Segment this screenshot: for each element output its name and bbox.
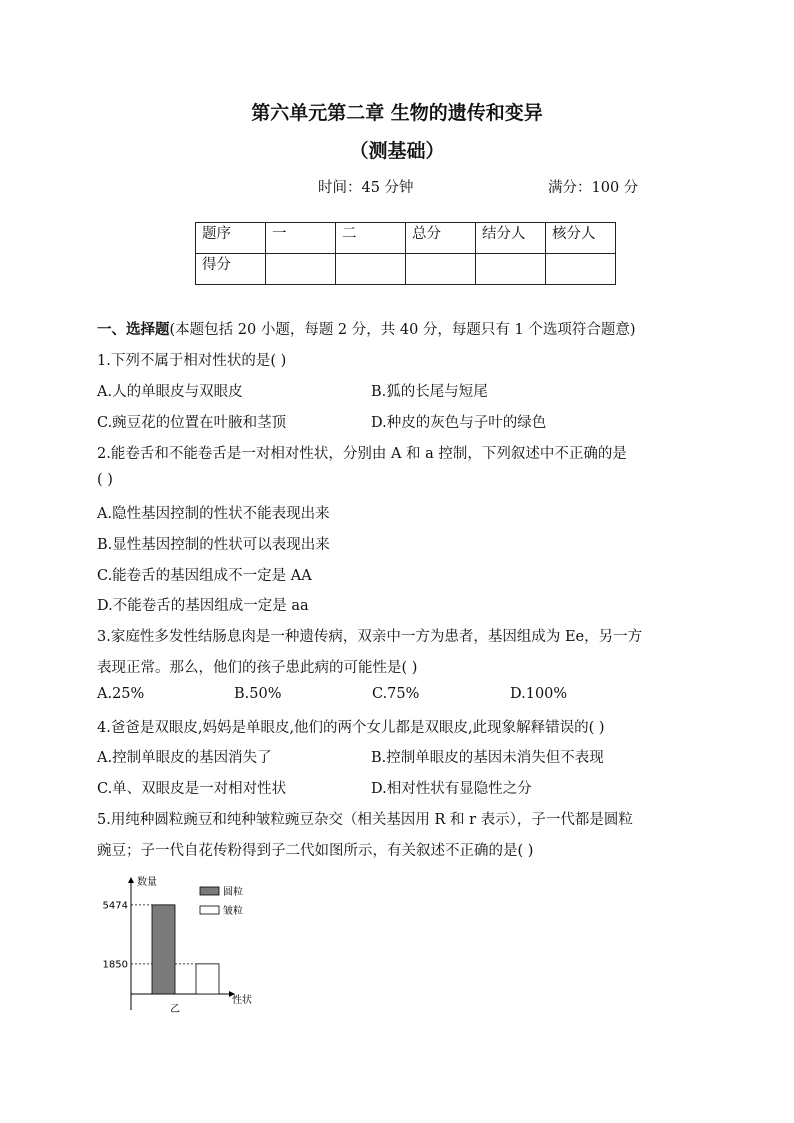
score-input-cell[interactable] xyxy=(336,254,406,285)
q1-option-b: B.狐的长尾与短尾 xyxy=(371,384,488,400)
score-cell: 题序 xyxy=(196,223,266,254)
page-subtitle: （测基础） xyxy=(349,140,445,162)
q3-option-b: B.50% xyxy=(234,686,282,702)
score-input-cell[interactable] xyxy=(546,254,616,285)
section-heading-title: 一、选择题 xyxy=(97,321,170,338)
q1-stem: 1.下列不属于相对性状的是( ) xyxy=(97,353,287,369)
score-table xyxy=(195,222,616,285)
score-cell: 得分 xyxy=(196,254,266,285)
q3-option-d: D.100% xyxy=(510,686,568,702)
q5-bar-chart xyxy=(100,872,270,1022)
y-tick-label: 5474 xyxy=(102,900,128,912)
score-cell: 总分 xyxy=(406,223,476,254)
bar-round xyxy=(152,905,175,994)
q3-stem: 3.家庭性多发性结肠息肉是一种遗传病，双亲中一方为患者，基因组成为 Ee，另一方 xyxy=(97,629,643,645)
bar-wrinkled xyxy=(196,964,219,994)
q2-option-d: D.不能卷舌的基因组成一定是 aa xyxy=(97,598,309,614)
score-table-header-row xyxy=(196,223,616,254)
section-heading xyxy=(97,318,636,339)
legend-label-wrinkled: 皱粒 xyxy=(223,906,243,917)
q3-option-c: C.75% xyxy=(372,686,420,702)
q5-stem-cont: 豌豆；子一代自花传粉得到子二代如图所示，有关叙述不正确的是( ) xyxy=(97,843,534,859)
page-title: 第六单元第二章 生物的遗传和变异 xyxy=(251,102,543,124)
q4-option-c: C.单、双眼皮是一对相对性状 xyxy=(97,781,287,797)
y-tick-label: 1850 xyxy=(102,959,128,971)
category-label: 乙 xyxy=(170,1004,180,1015)
score-cell: 核分人 xyxy=(546,223,616,254)
q4-option-b: B.控制单眼皮的基因未消失但不表现 xyxy=(371,750,604,766)
q2-option-c: C.能卷舌的基因组成不一定是 AA xyxy=(97,568,312,584)
q2-option-b: B.显性基因控制的性状可以表现出来 xyxy=(97,537,330,553)
x-axis-label: 性状 xyxy=(232,995,252,1006)
legend-swatch-round xyxy=(200,887,219,895)
q1-option-a: A.人的单眼皮与双眼皮 xyxy=(97,384,243,400)
score-cell: 二 xyxy=(336,223,406,254)
q4-stem: 4.爸爸是双眼皮,妈妈是单眼皮,他们的两个女儿都是双眼皮,此现象解释错误的( ) xyxy=(97,720,605,736)
section-heading-note: (本题包括 20 小题，每题 2 分，共 40 分，每题只有 1 个选项符合题意) xyxy=(169,322,636,338)
q3-stem-cont: 表现正常。那么，他们的孩子患此病的可能性是( ) xyxy=(97,660,418,676)
q4-option-d: D.相对性状有显隐性之分 xyxy=(371,781,532,797)
q2-stem-cont: ( ) xyxy=(97,472,113,488)
score-cell: 一 xyxy=(266,223,336,254)
q5-stem: 5.用纯种圆粒豌豆和纯种皱粒豌豆杂交（相关基因用 R 和 r 表示），子一代都是圆粒 xyxy=(97,812,633,828)
score-table-score-row xyxy=(196,254,616,285)
legend-label-round: 圆粒 xyxy=(223,887,243,898)
exam-full-score: 满分：100 分 xyxy=(548,180,639,196)
q3-option-a: A.25% xyxy=(97,686,145,702)
legend-swatch-wrinkled xyxy=(200,906,219,914)
y-axis-label: 数量 xyxy=(137,877,157,888)
q1-option-d: D.种皮的灰色与子叶的绿色 xyxy=(371,415,547,431)
score-cell: 结分人 xyxy=(476,223,546,254)
q1-option-c: C.豌豆花的位置在叶腋和茎顶 xyxy=(97,415,287,431)
score-input-cell[interactable] xyxy=(476,254,546,285)
q2-option-a: A.隐性基因控制的性状不能表现出来 xyxy=(97,506,330,522)
score-input-cell[interactable] xyxy=(406,254,476,285)
score-input-cell[interactable] xyxy=(266,254,336,285)
q4-option-a: A.控制单眼皮的基因消失了 xyxy=(97,750,272,766)
exam-time: 时间：45 分钟 xyxy=(318,180,414,196)
q2-stem: 2.能卷舌和不能卷舌是一对相对性状，分别由 A 和 a 控制，下列叙述中不正确的是 xyxy=(97,446,627,462)
